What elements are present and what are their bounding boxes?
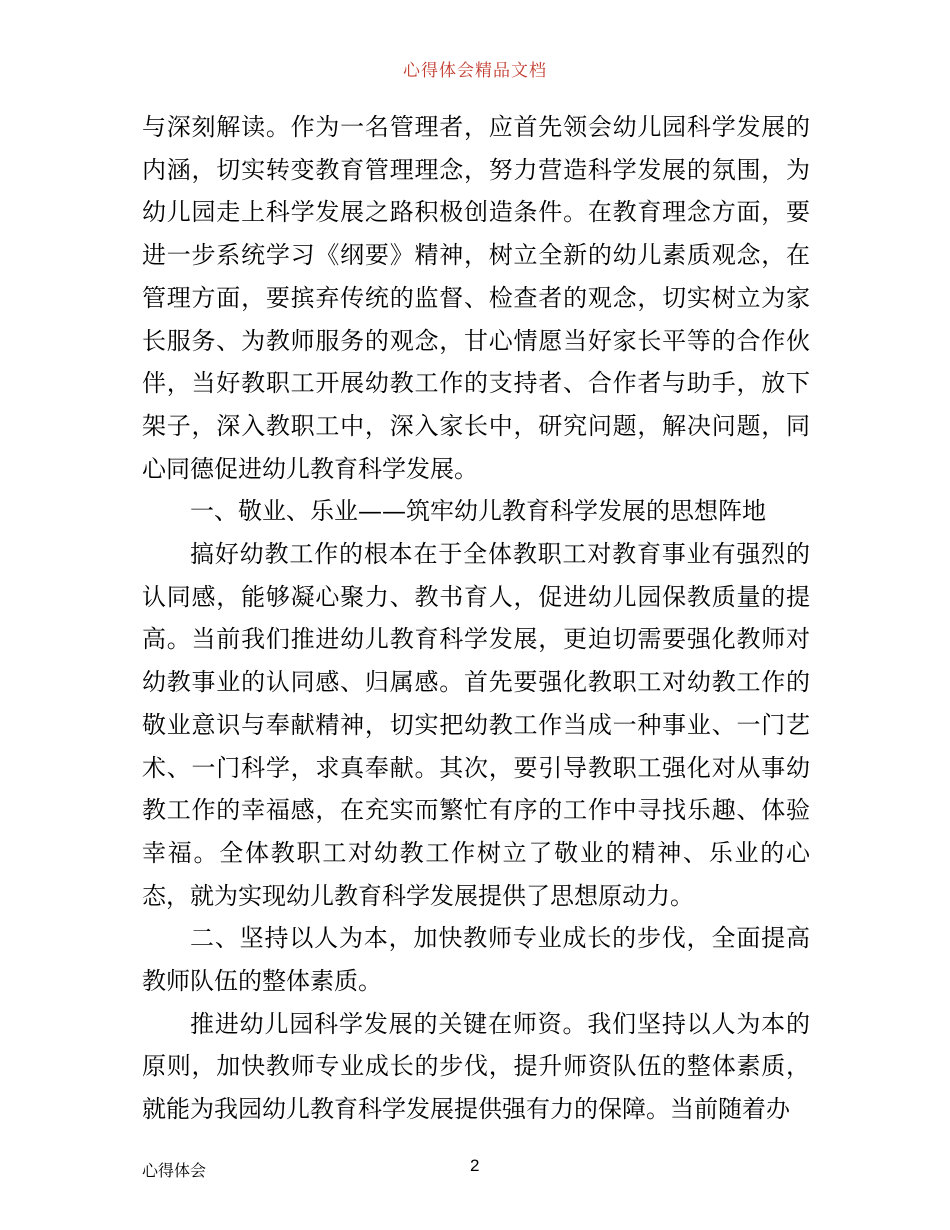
document-body — [142, 106, 810, 1131]
section-heading-1: 一、敬业、乐业——筑牢幼儿教育科学发展的思想阵地 — [190, 497, 766, 526]
paragraph-1: 与深刻解读。作为一名管理者，应首先领会幼儿园科学发展的内涵，切实转变教育管理理念，努力营造科学发展的氛围，为幼儿园走上科学发展之路积极创造条件。在教育理念方面，要进一步系统学习《纲要》精神，树立全新的幼儿素质观念，在管理方面，要摈弃传统的监督、检查者的观念，切实树立为家长服务、为教师服务的观念，甘心情愿当好家长平等的合作伙伴，当好教职工开展幼教工作的支持者、合作者与助手，放下架子，深入教职工中，深入家长中，研究问题，解决问题，同心同德促进幼儿教育科学发展。 — [142, 113, 810, 483]
paragraph-2: 搞好幼教工作的根本在于全体教职工对教育事业有强烈的认同感，能够凝心聚力、教书育人，促进幼儿园保教质量的提高。当前我们推进幼儿教育科学发展，更迫切需要强化教师对幼教事业的认同感、归属感。首先要强化教职工对幼教工作的敬业意识与奉献精神，切实把幼教工作当成一种事业、一门艺术、一门科学，求真奉献。其次，要引导教职工强化对从事幼教工作的幸福感，在充实而繁忙有序的工作中寻找乐趣、体验幸福。全体教职工对幼教工作树立了敬业的精神、乐业的心态，就为实现幼儿教育科学发展提供了思想原动力。 — [142, 540, 810, 910]
page-number: 2 — [470, 1156, 480, 1175]
footer-label: 心得体会 — [142, 1161, 207, 1180]
section-heading-2: 二、坚持以人为本，加快教师专业成长的步伐，全面提高教师队伍的整体素质。 — [142, 924, 810, 996]
paragraph-3: 推进幼儿园科学发展的关键在师资。我们坚持以人为本的原则，加快教师专业成长的步伐，提升师资队伍的整体素质，就能为我园幼儿教育科学发展提供强有力的保障。当前随着办 — [142, 1009, 810, 1124]
header-title: 心得体会精品文档 — [403, 61, 547, 81]
